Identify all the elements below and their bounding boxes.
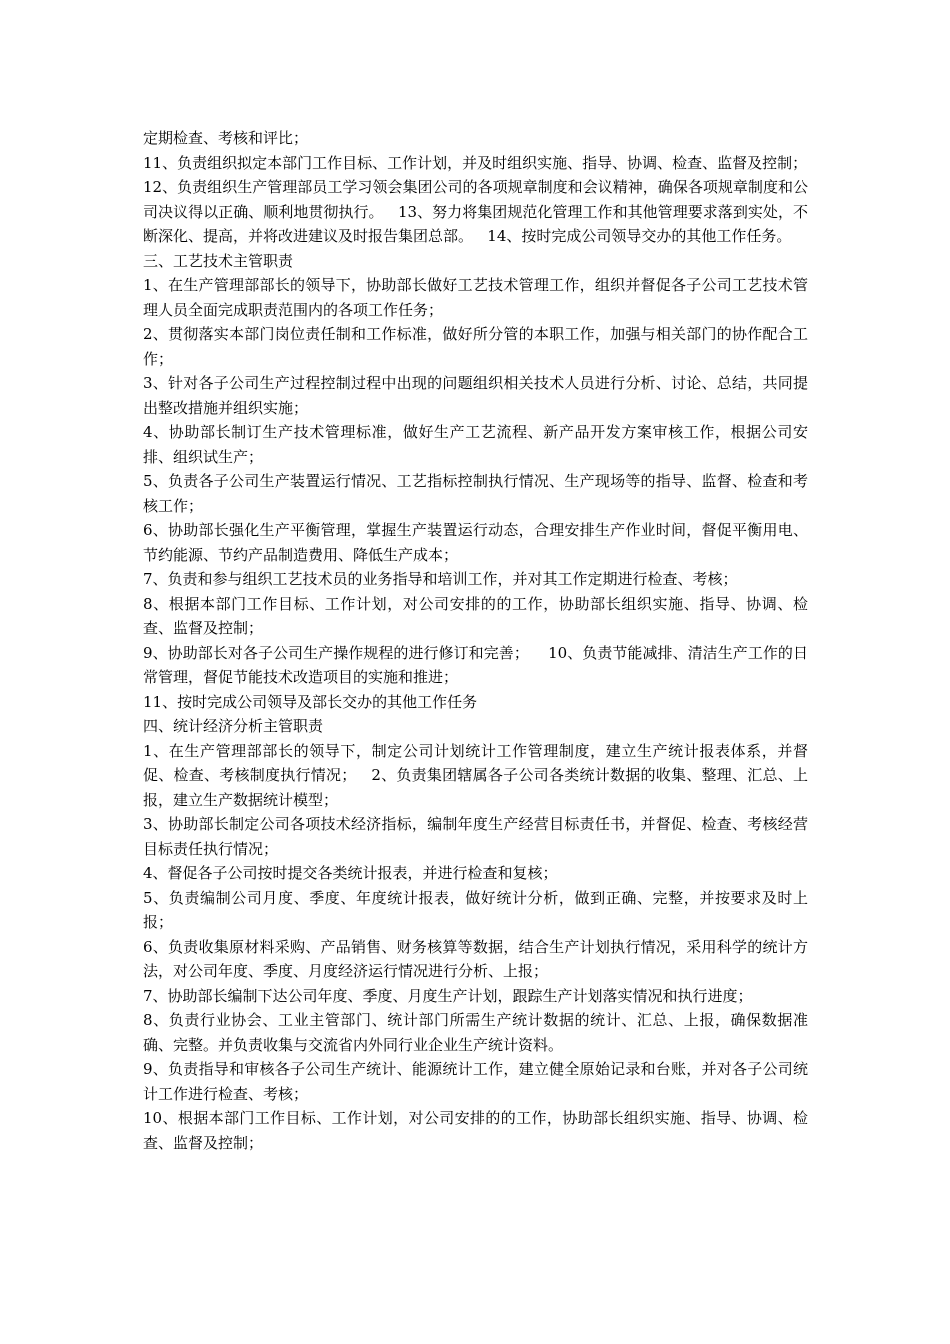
section-heading-4: 四、统计经济分析主管职责 [143, 717, 324, 735]
paragraph-item-9b: 9、负责指导和审核各子公司生产统计、能源统计工作，建立健全原始记录和台账，并对各子公司统计工作进行检查、考核； [143, 1060, 808, 1103]
paragraph-item-3b: 3、协助部长制定公司各项技术经济指标，编制年度生产经营目标责任书，并督促、检查、考核经营目标责任执行情况； [143, 815, 808, 858]
paragraph-item-9-10: 9、协助部长对各子公司生产操作规程的进行修订和完善； 10、负责节能减排、清洁生产工作的日常管理，督促节能技术改造项目的实施和推进； [143, 643, 808, 686]
paragraph-item-12-14: 12、负责组织生产管理部员工学习领会集团公司的各项规章制度和会议精神，确保各项规章制度和公司决议得以正确、顺利地贯彻执行。 13、努力将集团规范化管理工作和其他管理要求落到实处，不断深化、提高，并将改进建议及时报告集团总部。 14、按时完成公司领导交办的其他工作任务。 [143, 178, 808, 245]
paragraph-item-11: 11、负责组织拟定本部门工作目标、工作计划，并及时组织实施、指导、协调、检查、监督及控制； [143, 153, 808, 172]
paragraph-item-5b: 5、负责编制公司月度、季度、年度统计报表，做好统计分析，做到正确、完整，并按要求及时上报； [143, 888, 808, 931]
paragraph-item-10b: 10、根据本部门工作目标、工作计划，对公司安排的的工作，协助部长组织实施、指导、协调、检查、监督及控制； [143, 1109, 808, 1152]
paragraph-item-7b: 7、协助部长编制下达公司年度、季度、月度生产计划，跟踪生产计划落实情况和执行进度； [143, 986, 753, 1005]
document-body [143, 126, 808, 1155]
paragraph-item-2: 2、贯彻落实本部门岗位责任制和工作标准，做好所分管的本职工作，加强与相关部门的协作配合工作； [143, 325, 808, 368]
paragraph-item-8b: 8、负责行业协会、工业主管部门、统计部门所需生产统计数据的统计、汇总、上报，确保数据准确、完整。并负责收集与交流省内外同行业企业生产统计资料。 [143, 1011, 808, 1054]
paragraph-item-1-2: 1、在生产管理部部长的领导下，制定公司计划统计工作管理制度，建立生产统计报表体系，并督促、检查、考核制度执行情况； 2、负责集团辖属各子公司各类统计数据的收集、整理、汇总、上报，建立生产数据统计模型； [143, 741, 808, 809]
paragraph-item-4: 4、协助部长制订生产技术管理标准，做好生产工艺流程、新产品开发方案审核工作，根据公司安排、组织试生产； [143, 423, 808, 466]
paragraph-item-5: 5、负责各子公司生产装置运行情况、工艺指标控制执行情况、生产现场等的指导、监督、检查和考核工作； [143, 472, 808, 515]
paragraph-item-3: 3、针对各子公司生产过程控制过程中出现的问题组织相关技术人员进行分析、讨论、总结，共同提出整改措施并组织实施； [143, 374, 808, 417]
paragraph-item-4b: 4、督促各子公司按时提交各类统计报表，并进行检查和复核； [143, 864, 558, 882]
section-heading-3: 三、工艺技术主管职责 [143, 251, 294, 270]
paragraph-item-6b: 6、负责收集原材料采购、产品销售、财务核算等数据，结合生产计划执行情况，采用科学的统计方法，对公司年度、季度、月度经济运行情况进行分析、上报； [143, 937, 808, 980]
paragraph-continuation: 定期检查、考核和评比； [143, 129, 309, 147]
paragraph-item-1: 1、在生产管理部部长的领导下，协助部长做好工艺技术管理工作，组织并督促各子公司工艺技术管理人员全面完成职责范围内的各项工作任务； [143, 276, 808, 319]
paragraph-item-11b: 11、按时完成公司领导及部长交办的其他工作任务 [143, 692, 478, 711]
paragraph-item-6: 6、协助部长强化生产平衡管理，掌握生产装置运行动态，合理安排生产作业时间，督促平衡用电、节约能源、节约产品制造费用、降低生产成本； [143, 521, 808, 564]
paragraph-item-8: 8、根据本部门工作目标、工作计划，对公司安排的的工作，协助部长组织实施、指导、协调、检查、监督及控制； [143, 594, 808, 637]
paragraph-item-7: 7、负责和参与组织工艺技术员的业务指导和培训工作，并对其工作定期进行检查、考核； [143, 570, 738, 588]
